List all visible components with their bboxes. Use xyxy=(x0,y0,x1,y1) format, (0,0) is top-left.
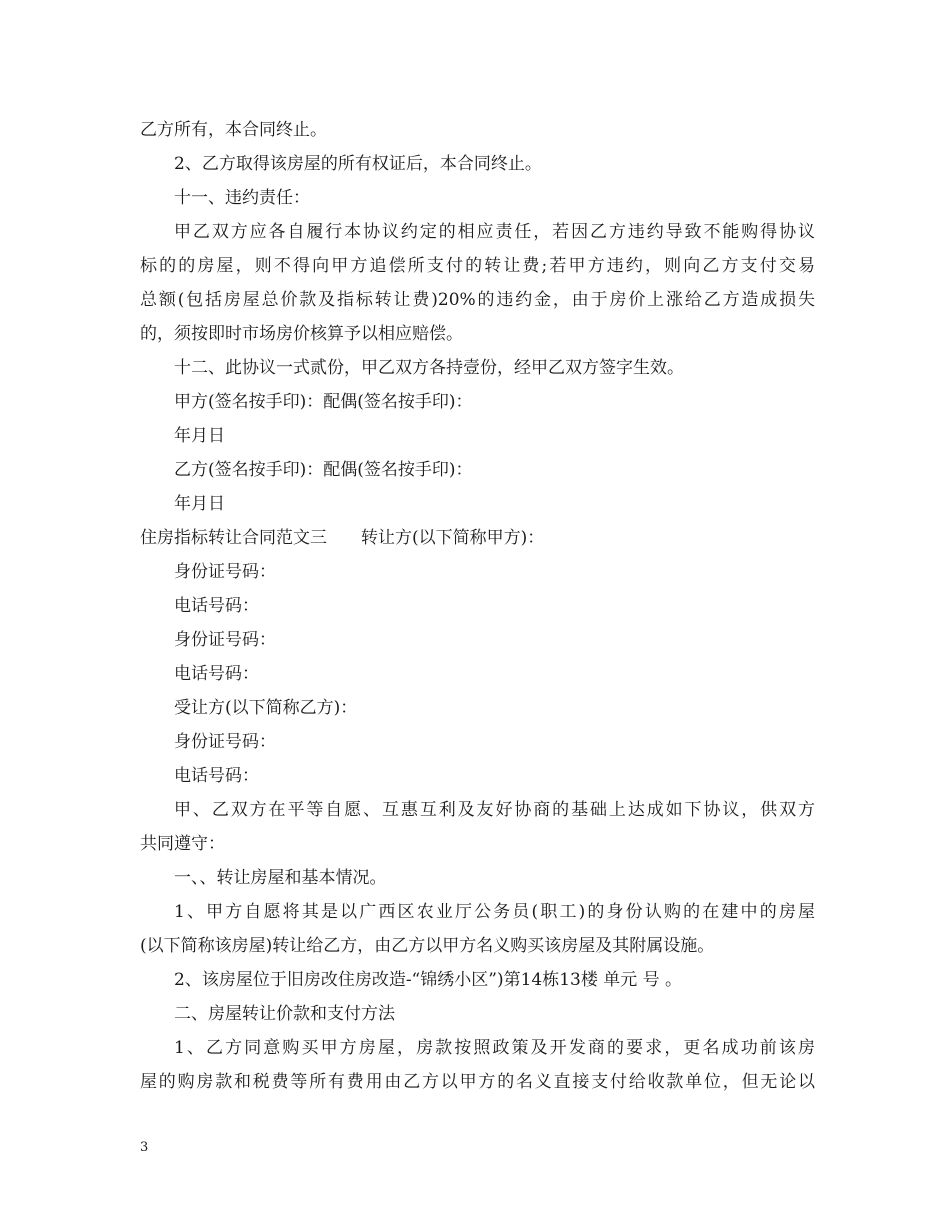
paragraph-line: 2、该房屋位于旧房改住房改造-“锦绣小区”)第14栋13楼 单元 号 。 xyxy=(174,970,683,990)
transferor-label: 转让方(以下简称甲方)： xyxy=(361,528,545,548)
paragraph-line: 总额(包括房屋总价款及指标转让费)20%的违约金，由于房价上涨给乙方造成损失 xyxy=(140,290,815,310)
paragraph-line: 2、乙方取得该房屋的所有权证后，本合同终止。 xyxy=(174,154,542,174)
id-number-field: 身份证号码： xyxy=(174,732,276,752)
clause-heading: 十一、违约责任： xyxy=(174,188,310,208)
id-number-field: 身份证号码： xyxy=(174,562,276,582)
paragraph-line: 1、乙方同意购买甲方房屋，房款按照政策及开发商的要求，更名成功前该房 xyxy=(174,1038,815,1058)
phone-number-field: 电话号码： xyxy=(174,664,259,684)
transferee-label: 受让方(以下简称乙方)： xyxy=(174,698,358,718)
paragraph-line: 1、甲方自愿将其是以广西区农业厅公务员(职工)的身份认购的在建中的房屋 xyxy=(174,902,815,922)
section-title: 住房指标转让合同范文三 xyxy=(140,528,327,548)
paragraph-line: 乙方所有，本合同终止。 xyxy=(140,120,327,140)
phone-number-field: 电话号码： xyxy=(174,596,259,616)
paragraph-line: 共同遵守： xyxy=(140,834,225,854)
paragraph-line: 甲、乙双方在平等自愿、互惠互利及友好协商的基础上达成如下协议，供双方 xyxy=(174,800,815,820)
paragraph-line: 甲乙双方应各自履行本协议约定的相应责任，若因乙方违约导致不能购得协议 xyxy=(174,222,815,242)
paragraph-line: 的，须按即时市场房价核算予以相应赔偿。 xyxy=(140,324,463,344)
paragraph-line: (以下简称该房屋)转让给乙方，由乙方以甲方名义购买该房屋及其附属设施。 xyxy=(140,936,715,956)
page-number: 3 xyxy=(140,1140,149,1155)
paragraph-line: 标的的房屋，则不得向甲方追偿所支付的转让费;若甲方违约，则向乙方支付交易 xyxy=(140,256,815,276)
phone-number-field: 电话号码： xyxy=(174,766,259,786)
clause-heading: 二、房屋转让价款和支付方法 xyxy=(174,1004,395,1024)
section-title-line xyxy=(140,521,815,555)
date-line: 年月日 xyxy=(174,426,225,446)
clause-heading: 一、、转让房屋和基本情况。 xyxy=(174,868,387,888)
signature-line: 甲方(签名按手印)：配偶(签名按手印)： xyxy=(174,392,473,412)
id-number-field: 身份证号码： xyxy=(174,630,276,650)
document-body xyxy=(140,113,815,1099)
paragraph-line: 屋的购房款和税费等所有费用由乙方以甲方的名义直接支付给收款单位，但无论以 xyxy=(140,1072,815,1092)
clause-heading: 十二、此协议一式贰份，甲乙双方各持壹份，经甲乙双方签字生效。 xyxy=(174,358,684,378)
signature-line: 乙方(签名按手印)：配偶(签名按手印)： xyxy=(174,460,473,480)
date-line: 年月日 xyxy=(174,494,225,514)
